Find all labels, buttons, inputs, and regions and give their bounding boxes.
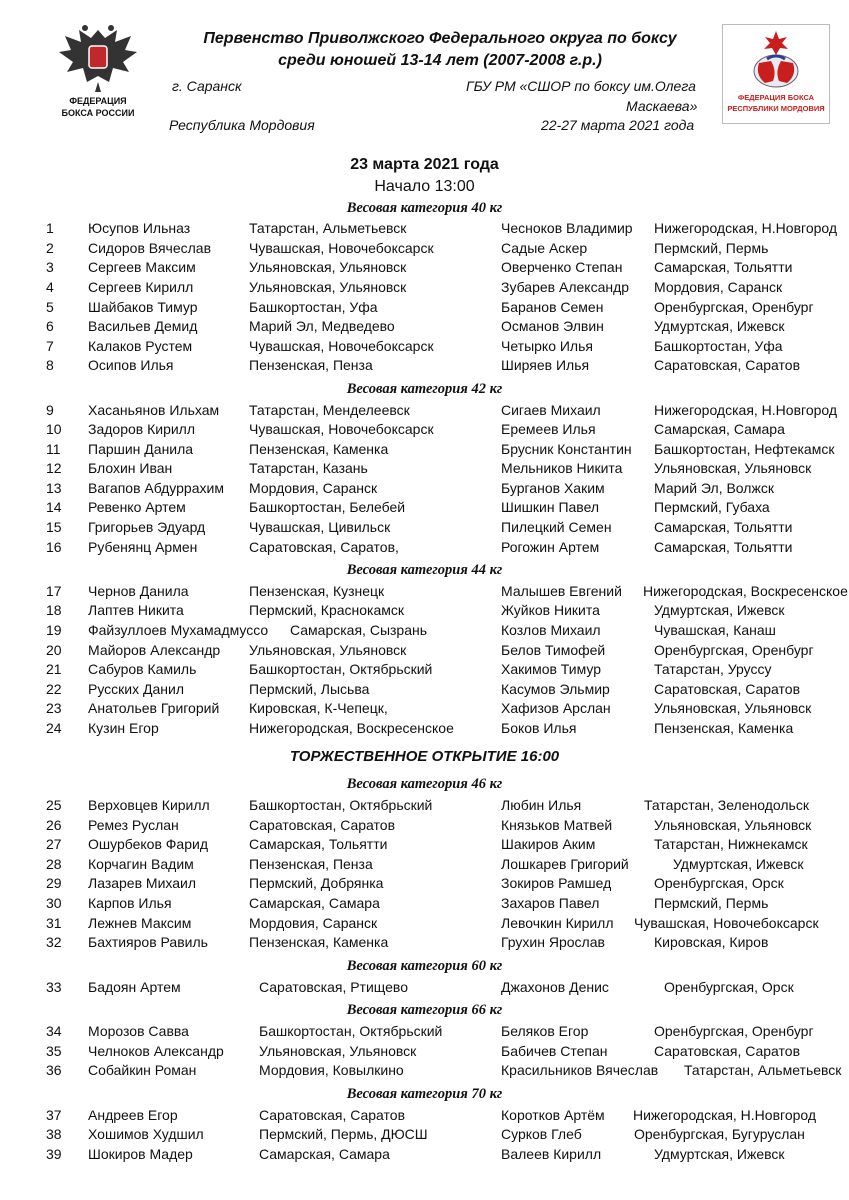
bout-row — [0, 680, 849, 699]
bout-number: 36 — [46, 1062, 62, 1078]
boxer2-name: Садые Аскер — [501, 240, 588, 256]
weight-category-title: Весовая категория 60 кг — [346, 958, 503, 974]
bout-number: 23 — [46, 700, 62, 716]
bout-row — [0, 660, 849, 679]
bout-row — [0, 582, 849, 601]
bout-row — [0, 601, 849, 620]
boxer1-name: Осипов Илья — [88, 357, 174, 373]
boxer2-region: Пермский, Пермь — [654, 240, 769, 256]
boxer2-name: Валеев Кирилл — [501, 1146, 602, 1162]
boxer1-name: Верховцев Кирилл — [88, 797, 210, 813]
boxer2-name: Грухин Ярослав — [501, 934, 605, 950]
boxer1-region: Чувашская, Новочебоксарск — [249, 421, 434, 437]
boxer1-name: Лазарев Михаил — [88, 875, 197, 891]
boxer2-region: Оренбургская, Оренбург — [654, 1023, 814, 1039]
boxer1-region: Пензенская, Пенза — [249, 856, 373, 872]
boxer1-name: Ревенко Артем — [88, 499, 186, 515]
boxer1-region: Башкортостан, Октябрьский — [259, 1023, 443, 1039]
boxer1-name: Русских Данил — [88, 681, 185, 697]
boxer2-region: Кировская, Киров — [654, 934, 769, 950]
boxer2-name: Бабичев Степан — [501, 1043, 608, 1059]
boxer1-region: Татарстан, Альметьевск — [249, 220, 407, 236]
bout-number: 20 — [46, 642, 62, 658]
weight-category-title: Весовая категория 40 кг — [346, 200, 503, 216]
boxer1-name: Челноков Александр — [88, 1043, 224, 1059]
bout-row — [0, 1106, 849, 1125]
boxer1-name: Лежнев Максим — [88, 915, 192, 931]
boxer1-name: Бахтияров Равиль — [88, 934, 208, 950]
bout-number: 6 — [46, 318, 54, 334]
boxer2-name: Сигаев Михаил — [501, 402, 601, 418]
bout-row — [0, 641, 849, 660]
bout-number: 35 — [46, 1043, 62, 1059]
boxer2-region: Пермский, Пермь — [654, 895, 769, 911]
boxer1-name: Чернов Данила — [88, 583, 189, 599]
boxer1-name: Шайбаков Тимур — [88, 299, 198, 315]
bout-number: 2 — [46, 240, 54, 256]
boxer2-region: Чувашская, Канаш — [654, 622, 776, 638]
bout-number: 3 — [46, 259, 54, 275]
boxer2-name: Захаров Павел — [501, 895, 600, 911]
bout-number: 16 — [46, 539, 62, 555]
boxer1-region: Татарстан, Менделеевск — [249, 402, 410, 418]
boxer2-region: Пензенская, Каменка — [654, 720, 794, 736]
boxer2-region: Оренбургская, Орск — [664, 979, 794, 995]
bout-number: 31 — [46, 915, 62, 931]
boxer1-name: Сабуров Камиль — [88, 661, 197, 677]
boxer1-region: Башкортостан, Уфа — [249, 299, 378, 315]
bout-number: 12 — [46, 460, 62, 476]
bout-row — [0, 258, 849, 277]
bout-row — [0, 498, 849, 517]
boxer1-name: Шокиров Мадер — [88, 1146, 193, 1162]
bout-row — [0, 401, 849, 420]
bout-row — [0, 699, 849, 718]
boxer1-region: Саратовская, Саратов, — [249, 539, 399, 555]
boxer1-name: Файзуллоев Мухамадмуссо — [88, 622, 269, 638]
boxer2-region: Оренбургская, Бугуруслан — [634, 1126, 805, 1142]
bout-row — [0, 1145, 849, 1164]
boxer1-name: Майоров Александр — [88, 642, 221, 658]
boxer2-region: Удмуртская, Ижевск — [654, 1146, 785, 1162]
boxer2-name: Малышев Евгений — [501, 583, 622, 599]
boxer1-region: Ульяновская, Ульяновск — [259, 1043, 417, 1059]
boxer1-name: Сидоров Вячеслав — [88, 240, 212, 256]
boxer1-name: Морозов Савва — [88, 1023, 189, 1039]
boxer1-name: Паршин Данила — [88, 441, 194, 457]
boxing-federation-russia-logo — [48, 22, 148, 122]
boxer1-name: Блохин Иван — [88, 460, 173, 476]
boxer2-name: Оверченко Степан — [501, 259, 623, 275]
bout-number: 39 — [46, 1146, 62, 1162]
boxer1-name: Ремез Руслан — [88, 817, 179, 833]
boxer2-region: Самарская, Тольятти — [654, 519, 793, 535]
bout-row — [0, 317, 849, 336]
bout-row — [0, 914, 849, 933]
bout-number: 19 — [46, 622, 62, 638]
bout-row — [0, 479, 849, 498]
boxer1-name: Сергеев Максим — [88, 259, 196, 275]
logo-left-line1: ФЕДЕРАЦИЯ — [69, 96, 127, 106]
boxer1-region: Ульяновская, Ульяновск — [249, 642, 407, 658]
bout-row — [0, 894, 849, 913]
boxer2-region: Мордовия, Саранск — [654, 279, 783, 295]
boxer2-region: Пермский, Губаха — [654, 499, 770, 515]
boxer1-name: Ошурбеков Фарид — [88, 836, 208, 852]
bout-number: 22 — [46, 681, 62, 697]
bout-row — [0, 796, 849, 815]
boxer2-region: Татарстан, Альметьевск — [684, 1062, 842, 1078]
boxer1-name: Кузин Егор — [88, 720, 159, 736]
bout-row — [0, 239, 849, 258]
boxer1-name: Анатольев Григорий — [88, 700, 220, 716]
bout-row — [0, 1042, 849, 1061]
boxer2-region: Самарская, Тольятти — [654, 539, 793, 555]
boxer2-name: Джахонов Денис — [501, 979, 609, 995]
bout-row — [0, 719, 849, 738]
bout-number: 27 — [46, 836, 62, 852]
boxer1-name: Рубенянц Армен — [88, 539, 198, 555]
bout-number: 10 — [46, 421, 62, 437]
weight-category-title: Весовая категория 66 кг — [346, 1002, 503, 1018]
boxer2-name: Белов Тимофей — [501, 642, 606, 658]
city: г. Саранск — [172, 78, 242, 94]
boxer1-region: Пензенская, Каменка — [249, 934, 389, 950]
boxer1-region: Башкортостан, Октябрьский — [249, 797, 433, 813]
bout-row — [0, 835, 849, 854]
boxer1-region: Самарская, Тольятти — [249, 836, 388, 852]
bout-number: 5 — [46, 299, 54, 315]
title-line2: среди юношей 13-14 лет (2007-2008 г.р.) — [278, 52, 602, 69]
boxer2-name: Хафизов Арслан — [501, 700, 611, 716]
boxer2-region: Оренбургская, Оренбург — [654, 299, 814, 315]
boxer1-region: Нижегородская, Воскресенское — [249, 720, 454, 736]
session-date: 23 марта 2021 года — [350, 156, 499, 173]
boxer2-name: Хакимов Тимур — [501, 661, 601, 677]
boxer2-name: Козлов Михаил — [501, 622, 601, 638]
region: Республика Мордовия — [169, 117, 315, 133]
boxer2-name: Красильников Вячеслав — [501, 1062, 659, 1078]
bout-number: 38 — [46, 1126, 62, 1142]
boxer1-region: Пензенская, Кузнецк — [249, 583, 385, 599]
boxing-gloves-icon — [741, 29, 811, 91]
bout-number: 18 — [46, 602, 62, 618]
weight-category-title: Весовая категория 70 кг — [346, 1086, 503, 1102]
boxer2-region: Татарстан, Уруссу — [654, 661, 772, 677]
boxer1-name: Андреев Егор — [88, 1107, 178, 1123]
boxer2-name: Ширяев Илья — [501, 357, 590, 373]
bout-row — [0, 356, 849, 375]
boxer1-region: Саратовская, Саратов — [249, 817, 396, 833]
boxer2-name: Чесноков Владимир — [501, 220, 633, 236]
bout-number: 4 — [46, 279, 54, 295]
boxer2-name: Четырко Илья — [501, 338, 593, 354]
boxer2-region: Саратовская, Саратов — [654, 357, 801, 373]
boxer1-region: Пермский, Лысьва — [249, 681, 370, 697]
boxer2-name: Левочкин Кирилл — [501, 915, 614, 931]
bout-row — [0, 621, 849, 640]
boxer1-name: Карпов Илья — [88, 895, 172, 911]
bout-number: 37 — [46, 1107, 62, 1123]
boxer1-region: Марий Эл, Медведево — [249, 318, 395, 334]
boxer2-region: Удмуртская, Ижевск — [654, 318, 785, 334]
bout-row — [0, 420, 849, 439]
boxer1-region: Саратовская, Ртищево — [259, 979, 409, 995]
bout-number: 9 — [46, 402, 54, 418]
bout-row — [0, 278, 849, 297]
bout-number: 13 — [46, 480, 62, 496]
boxer1-name: Бадоян Артем — [88, 979, 181, 995]
boxer2-region: Саратовская, Саратов — [654, 681, 801, 697]
boxer1-region: Пензенская, Каменка — [249, 441, 389, 457]
boxer2-region: Оренбургская, Оренбург — [654, 642, 814, 658]
logo-right-line2: РЕСПУБЛИКИ МОРДОВИЯ — [727, 104, 825, 113]
boxer1-name: Хасаньянов Ильхам — [88, 402, 220, 418]
bout-number: 11 — [46, 441, 61, 457]
bout-number: 21 — [46, 661, 62, 677]
boxer1-region: Ульяновская, Ульяновск — [249, 279, 407, 295]
event-dates: 22-27 марта 2021 года — [541, 117, 695, 133]
bout-number: 17 — [46, 583, 62, 599]
bout-row — [0, 459, 849, 478]
logo-left-line2: БОКСА РОССИИ — [61, 108, 135, 118]
bout-row — [0, 855, 849, 874]
boxer2-name: Брусник Константин — [501, 441, 632, 457]
boxer1-name: Задоров Кирилл — [88, 421, 196, 437]
bout-number: 34 — [46, 1023, 62, 1039]
weight-category-title: Весовая категория 42 кг — [346, 381, 503, 397]
boxer2-name: Пилецкий Семен — [501, 519, 612, 535]
boxer2-name: Зубарев Александр — [501, 279, 630, 295]
bout-number: 15 — [46, 519, 62, 535]
boxer2-region: Марий Эл, Волжск — [654, 480, 774, 496]
boxer2-region: Ульяновская, Ульяновск — [654, 817, 812, 833]
venue-line2: Маскаева» — [626, 98, 698, 114]
boxer2-name: Бурганов Хаким — [501, 480, 605, 496]
boxer2-region: Удмуртская, Ижевск — [673, 856, 804, 872]
boxer1-region: Пермский, Пермь, ДЮСШ — [259, 1126, 428, 1142]
boxer2-region: Саратовская, Саратов — [654, 1043, 801, 1059]
boxer1-name: Корчагин Вадим — [88, 856, 194, 872]
bout-number: 28 — [46, 856, 62, 872]
boxer2-name: Рогожин Артем — [501, 539, 600, 555]
boxer2-name: Шакиров Аким — [501, 836, 596, 852]
boxer2-name: Баранов Семен — [501, 299, 604, 315]
boxer2-name: Касумов Эльмир — [501, 681, 610, 697]
boxer1-region: Кировская, К-Чепецк, — [249, 700, 388, 716]
bout-row — [0, 978, 849, 997]
bout-number: 8 — [46, 357, 54, 373]
boxer1-region: Чувашская, Цивильск — [249, 519, 391, 535]
boxer1-region: Мордовия, Саранск — [249, 915, 378, 931]
boxer2-name: Сурков Глеб — [501, 1126, 582, 1142]
boxer2-name: Любин Илья — [501, 797, 582, 813]
boxer2-region: Оренбургская, Орск — [654, 875, 784, 891]
boxer2-name: Шишкин Павел — [501, 499, 600, 515]
boxer2-region: Чувашская, Новочебоксарск — [634, 915, 819, 931]
boxer1-region: Самарская, Самара — [259, 1146, 390, 1162]
opening-ceremony: ТОРЖЕСТВЕННОЕ ОТКРЫТИЕ 16:00 — [289, 748, 560, 765]
boxer1-region: Ульяновская, Ульяновск — [249, 259, 407, 275]
boxer1-region: Пензенская, Пенза — [249, 357, 373, 373]
weight-category-title: Весовая категория 46 кг — [346, 776, 503, 792]
title-line1: Первенство Приволжского Федерального округа по боксу — [203, 30, 677, 47]
bout-row — [0, 1022, 849, 1041]
boxer1-region: Чувашская, Новочебоксарск — [249, 240, 434, 256]
boxer1-name: Хошимов Худшил — [88, 1126, 204, 1142]
boxer1-region: Пермский, Добрянка — [249, 875, 384, 891]
boxer1-name: Григорьев Эдуард — [88, 519, 206, 535]
boxer2-region: Ульяновская, Ульяновск — [654, 460, 812, 476]
bout-number: 26 — [46, 817, 62, 833]
bout-number: 30 — [46, 895, 62, 911]
boxer2-region: Самарская, Самара — [654, 421, 785, 437]
boxer2-name: Беляков Егор — [501, 1023, 589, 1039]
boxing-federation-mordovia-logo — [722, 24, 830, 124]
boxer2-name: Жуйков Никита — [501, 602, 600, 618]
double-headed-eagle-icon — [55, 22, 141, 94]
boxer1-region: Саратовская, Саратов — [259, 1107, 406, 1123]
bout-row — [0, 219, 849, 238]
boxer1-region: Чувашская, Новочебоксарск — [249, 338, 434, 354]
bout-row — [0, 440, 849, 459]
boxer2-name: Коротков Артём — [501, 1107, 605, 1123]
bout-row — [0, 1061, 849, 1080]
bout-number: 33 — [46, 979, 62, 995]
boxer2-region: Самарская, Тольятти — [654, 259, 793, 275]
boxer1-region: Пермский, Краснокамск — [249, 602, 405, 618]
boxer1-name: Васильев Демид — [88, 318, 198, 334]
bout-number: 1 — [46, 220, 54, 236]
boxer2-name: Мельников Никита — [501, 460, 623, 476]
bout-number: 29 — [46, 875, 62, 891]
bout-row — [0, 518, 849, 537]
boxer1-region: Башкортостан, Октябрьский — [249, 661, 433, 677]
bout-row — [0, 298, 849, 317]
boxer1-name: Собайкин Роман — [88, 1062, 197, 1078]
boxer1-region: Самарская, Самара — [249, 895, 380, 911]
boxer2-region: Нижегородская, Воскресенское — [643, 583, 848, 599]
boxer2-name: Еремеев Илья — [501, 421, 596, 437]
boxer2-region: Нижегородская, Н.Новгород — [633, 1107, 817, 1123]
boxer2-region: Башкортостан, Уфа — [654, 338, 783, 354]
venue-line1: ГБУ РМ «СШОР по боксу им.Олега — [466, 78, 696, 94]
boxer1-region: Мордовия, Саранск — [249, 480, 378, 496]
boxer2-name: Боков Илья — [501, 720, 577, 736]
bout-number: 24 — [46, 720, 62, 736]
boxer2-name: Лошкарев Григорий — [501, 856, 629, 872]
boxer2-region: Нижегородская, Н.Новгород — [654, 402, 838, 418]
boxer2-region: Нижегородская, Н.Новгород — [654, 220, 838, 236]
boxer2-region: Удмуртская, Ижевск — [654, 602, 785, 618]
boxer1-name: Лаптев Никита — [88, 602, 184, 618]
boxer1-name: Калаков Рустем — [88, 338, 193, 354]
boxer1-region: Татарстан, Казань — [249, 460, 368, 476]
bout-number: 14 — [46, 499, 62, 515]
bout-row — [0, 874, 849, 893]
bout-row — [0, 337, 849, 356]
boxer1-name: Вагапов Абдуррахим — [88, 480, 224, 496]
weight-category-title: Весовая категория 44 кг — [346, 562, 503, 578]
boxer1-name: Сергеев Кирилл — [88, 279, 194, 295]
boxer1-name: Юсупов Ильназ — [88, 220, 191, 236]
boxer1-region: Мордовия, Ковылкино — [259, 1062, 404, 1078]
bout-number: 25 — [46, 797, 62, 813]
bout-row — [0, 816, 849, 835]
boxer2-name: Зокиров Рамшед — [501, 875, 612, 891]
bout-number: 32 — [46, 934, 62, 950]
bout-number: 7 — [46, 338, 54, 354]
boxer1-region: Самарская, Сызрань — [290, 622, 428, 638]
boxer2-region: Татарстан, Зеленодольск — [644, 797, 809, 813]
boxer2-region: Татарстан, Нижнекамск — [654, 836, 808, 852]
session-start: Начало 13:00 — [374, 178, 475, 195]
boxer2-name: Османов Элвин — [501, 318, 604, 334]
boxer2-name: Князьков Матвей — [501, 817, 613, 833]
bout-row — [0, 538, 849, 557]
boxer1-region: Башкортостан, Белебей — [249, 499, 406, 515]
boxer2-region: Ульяновская, Ульяновск — [654, 700, 812, 716]
boxer2-region: Башкортостан, Нефтекамск — [654, 441, 835, 457]
logo-right-line1: ФЕДЕРАЦИЯ БОКСА — [737, 93, 815, 102]
bout-row — [0, 1125, 849, 1144]
bout-row — [0, 933, 849, 952]
